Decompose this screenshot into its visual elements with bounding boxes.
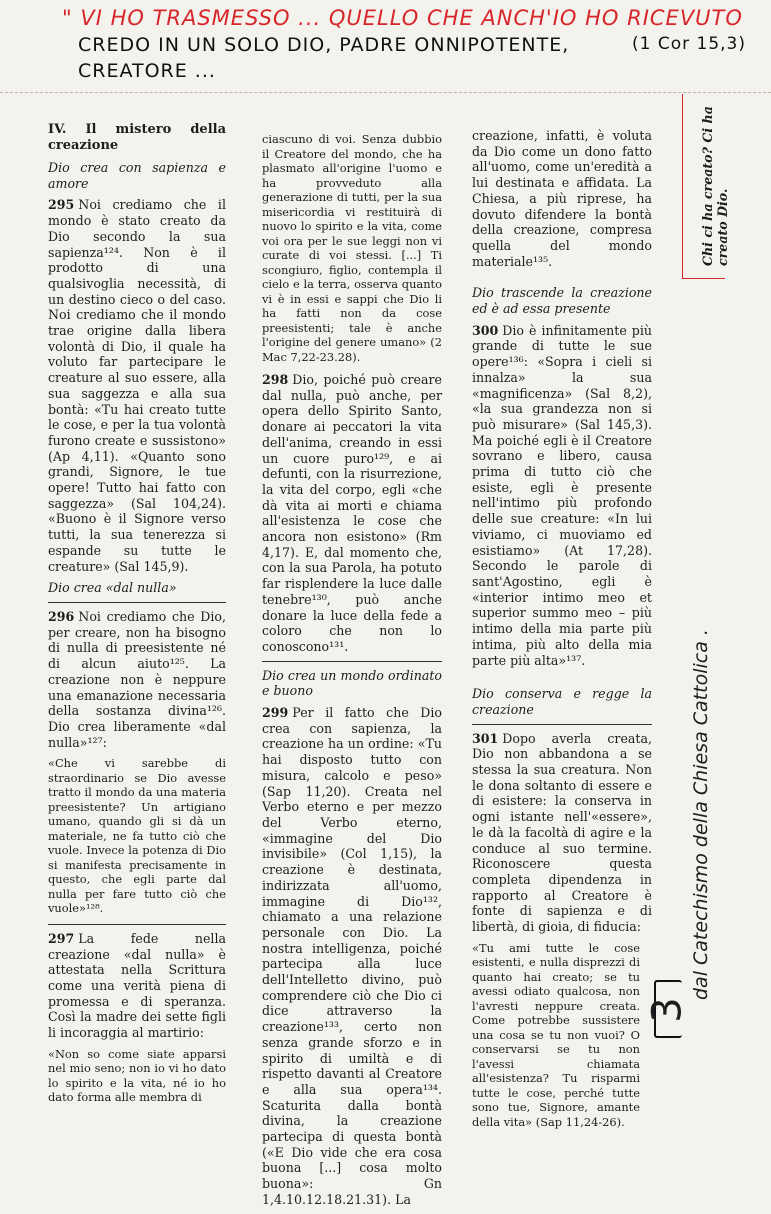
paragraph-299 [262,705,442,1208]
subheading-dal-nulla: Dio crea «dal nulla» [48,580,177,596]
handwritten-header-line1: " VI HO TRASMESSO ... QUELLO CHE ANCH'IO HO RICEVUTO [62,6,743,30]
column-2 [262,128,442,1214]
paragraph-295 [48,197,226,574]
paragraph-number: 298 [262,372,289,387]
paragraph-text: Per il fatto che Dio crea con sapienza, la creazione ha un ordine: «Tu hai disposto tutto con misura, calcolo e peso» (Sap 11,20). Creata nel Verbo eterno e per mezzo del Verbo eterno, «immagine del Dio invisibile» (Col 1,15), la creazione è destinata, indirizzata all'uomo, immagine di Dio¹³², chiamato a una relazione personale con Dio. La nostra intelligenza, poiché partecipa alla luce dell'Intelletto divino, può comprendere ciò che Dio ci dice attraverso la creazione¹³³, certo non senza grande sforzo e in spirito di umiltà e di rispetto davanti al Creatore e alla sua opera¹³⁴. Scaturita dalla bontà divina, la creazione partecipa di questa bontà («E Dio vide che era cosa buona [...] cosa molto buona»: Gn 1,4.10.12.18.21.31). La [262,705,442,1207]
paragraph-text: Noi crediamo che il mondo è stato creato da Dio secondo la sua sapienza¹²⁴. Non è il prodotto di una qualsivoglia necessità, di un destino cieco o del caso. Noi crediamo che il mondo trae origine dalla libera volontà di Dio, il quale ha voluto far partecipare le creature al suo essere, alla sua saggezza e alla sua bontà: «Tu hai creato tutte le cose, e per la tua volontà furono create e sussistono» (Ap 4,11). «Quanto sono grandi, Signore, le tue opere! Tutto hai fatto con saggezza» (Sal 104,24). «Buono è il Signore verso tutti, la sua tenerezza si espande su tutte le creature» (Sal 145,9). [48,197,226,574]
paragraph-text: Dio è infinitamente più grande di tutte le sue opere¹³⁶: «Sopra i cieli si innalza» la sua «magnificenza» (Sal 8,2), «la sua grandezza non si può misurare» (Sal 145,3). Ma poiché egli è il Creatore sovrano e libero, causa prima di tutto ciò che esiste, egli è presente nell'intimo più profondo delle sue creature: «In lui viviamo, ci muoviamo ed esistiamo» (At 17,28). Secondo le parole di sant'Agostino, egli è «interior intimo meo et superior summo meo – più intimo della mia parte più intima, più alto della mia parte più alta»¹³⁷. [472,322,652,668]
paragraph-301 [472,731,652,935]
paragraph-number: 295 [48,197,75,213]
header-divider [0,92,771,93]
quote-continuation: ciascuno di voi. Senza dubbio il Creatore del mondo, che ha plasmato all'origine l'uomo e ha provveduto alla generazione di tutti, per la sua misericordia vi restituirà di nuovo lo spirito e la vita, come voi ora per le sue leggi non vi curate di voi stessi. [...] Ti scongiuro, figlio, contempla il cielo e la terra, osserva quanto vi è in essi e sappi che Dio li ha fatti non da cose preesistenti; tale è anche l'origine del genere umano» (2 Mac 7,22-23.28). [262,132,442,364]
column-3 [472,128,652,1137]
paragraph-296 [48,609,226,750]
paragraph-text: Dopo averla creata, Dio non abbandona a se stessa la sua creatura. Non le dona soltanto di essere e di esistere: la conserva in ogni istante nell'«essere», le dà la facoltà di agire e la conduce al suo termine. Riconoscere questa completa dipendenza in rapporto al Creatore è fonte di sapienza e di libertà, di gioia, di fiducia: [472,730,652,935]
subheading-trascende: Dio trascende la creazione ed è ad essa presente [472,285,652,317]
paragraph-number: 299 [262,705,289,721]
paragraph-number: 300 [472,322,499,338]
column-1 [48,122,226,1113]
paragraph-text: La fede nella creazione «dal nulla» è attestata nella Scrittura come una verità piena di promessa e di speranza. Così la madre dei sette figli li incoraggia al martirio: [48,930,226,1041]
paragraph-text: Dio, poiché può creare dal nulla, può anche, per opera dello Spirito Santo, donare ai peccatori la vita dell'anima, creando in essi un cuore puro¹²⁹, e ai defunti, con la risurrezione, la vita del corpo, egli «che dà vita ai morti e chiama all'esistenza le cose che ancora non esistono» (Rm 4,17). E, dal momento che, con la sua Parola, ha potuto far risplendere la luce dalle tenebre¹³⁰, può anche donare la luce della fede a coloro che non lo conoscono¹³¹. [262,372,442,654]
quote-301: «Tu ami tutte le cose esistenti, e nulla disprezzi di quanto hai creato; se tu avessi odiato qualcosa, non l'avresti neppure creata. Come potrebbe sussistere una cosa se tu non vuoi? O conservarsi se tu non l'avessi chiamata all'esistenza? Tu risparmi tutte le cose, perché tutte sono tue, Signore, amante della vita» (Sap 11,24-26). [472,940,640,1129]
paragraph-number: 301 [472,730,499,746]
paragraph-text: Noi crediamo che Dio, per creare, non ha bisogno di nulla di preesistente né di alcun aiuto¹²⁵. La creazione non è neppure una emanazione necessaria della sostanza divina¹²⁶. Dio crea liberamente «dal nulla»¹²⁷: [48,608,226,750]
quote-297: «Non so come siate apparsi nel mio seno; non io vi ho dato lo spirito e la vita, né io ho dato forma alle membra di [48,1046,226,1105]
handwritten-header-ref: (1 Cor 15,3) [632,34,746,54]
divider [472,724,652,725]
divider [262,661,442,662]
divider [48,602,226,603]
paragraph-continuation: creazione, infatti, è voluta da Dio come un dono fatto all'uomo, come un'eredità a lui destinata e affidata. La Chiesa, a più riprese, ha dovuto difendere la bontà della creazione, compresa quella del mondo materiale¹³⁵. [472,128,652,269]
subheading-sapienza: Dio crea con sapienza e amore [48,160,226,191]
side-question-label: Chi ci ha creato? Ci ha creato Dio. [700,106,730,266]
handwritten-header-line2: CREDO IN UN SOLO DIO, PADRE ONNIPOTENTE, [78,34,570,56]
subheading-ordinato: Dio crea un mondo ordinato e buono [262,667,442,699]
paragraph-300 [472,323,652,668]
paragraph-297 [48,931,226,1041]
section-title: IV. Il mistero della creazione [48,122,226,153]
margin-note: dal Catechismo della Chiesa Cattolica . [690,629,712,1000]
margin-number: 3 [644,997,691,1023]
paragraph-number: 297 [48,930,75,946]
paragraph-number: 296 [48,608,75,624]
paragraph-298 [262,372,442,655]
quote-296: «Che vi sarebbe di straordinario se Dio avesse tratto il mondo da una materia preesistente? Un artigiano umano, quando gli si dà un materiale, ne fa tutto ciò che vuole. Invece la potenza di Dio si manifesta precisamente in questo, che egli parte dal nulla per fare tutto ciò che vuole»¹²⁸. [48,756,226,916]
handwritten-header-line3: CREATORE ... [78,60,216,82]
divider [48,924,226,925]
subheading-conserva: Dio conserva e regge la creazione [472,686,652,717]
